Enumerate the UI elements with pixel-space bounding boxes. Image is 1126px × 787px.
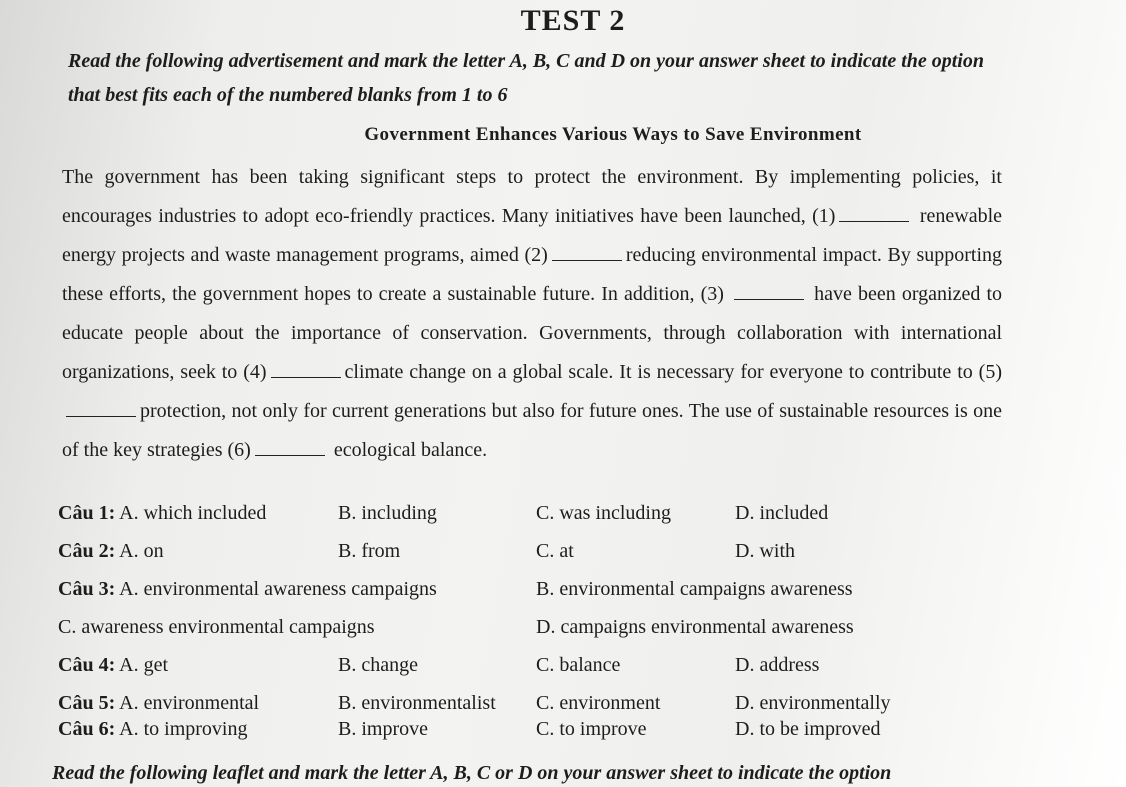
option-b: B. environmentalist [338, 692, 496, 714]
question-label: Câu 6: [58, 718, 116, 740]
passage-heading: Government Enhances Various Ways to Save Environment [364, 124, 862, 145]
option-a: A. on [119, 540, 164, 562]
blank-1 [839, 207, 909, 222]
blank-2 [552, 246, 622, 261]
option-a: A. which included [119, 502, 267, 524]
option-d: D. with [735, 540, 795, 562]
blank-6 [255, 441, 325, 456]
passage-text [62, 158, 1002, 470]
question-label: Câu 5: [58, 692, 116, 714]
question-label: Câu 1: [58, 502, 116, 524]
question-label: Câu 4: [58, 654, 116, 676]
passage-segment: reducing environmental impact. By supporting these efforts, the government hopes to create a sustainable future. In addition, (3) [62, 244, 1003, 305]
option-d: D. to be improved [735, 718, 881, 740]
option-b: B. change [338, 654, 418, 676]
passage-segment: renewable energy projects and waste management programs, aimed (2) [62, 205, 1003, 266]
option-a: A. to improving [119, 718, 248, 740]
question-1 [58, 502, 1018, 540]
option-d: D. campaigns environmental awareness [536, 616, 854, 638]
option-b: B. environmental campaigns awareness [536, 578, 853, 600]
passage-segment: climate change on a global scale. It is necessary for everyone to contribute to (5) [344, 361, 1003, 383]
passage-segment: have been organized to educate people about the importance of conservation. Governments, through collaboration with international organizations, seek to (4) [62, 283, 1003, 383]
option-d: D. address [735, 654, 820, 676]
passage-segment: protection, not only for current generations but also for future ones. The use of sustainable resources is one of the key strategies (6) [62, 400, 1002, 461]
blank-4 [271, 363, 341, 378]
option-a: A. environmental awareness campaigns [119, 578, 437, 600]
option-c: C. at [536, 540, 574, 562]
test-title: TEST 2 [520, 4, 626, 37]
option-b: B. from [338, 540, 401, 562]
question-list [58, 502, 1018, 756]
passage-segment: The government has been taking significant steps to protect the environment. By implementing policies, it encourages industries to adopt eco-friendly practices. Many initiatives have been launched, (1) [62, 166, 1002, 227]
option-c: C. was including [536, 502, 671, 524]
question-6 [58, 718, 1018, 756]
option-c: C. awareness environmental campaigns [58, 616, 375, 638]
option-c: C. balance [536, 654, 621, 676]
question-3-continued [58, 616, 1018, 654]
next-section-instruction: Read the following leaflet and mark the letter A, B, C or D on your answer sheet to indicate the option [52, 762, 892, 784]
option-a: A. get [119, 654, 169, 676]
option-c: C. environment [536, 692, 661, 714]
instruction-text: Read the following advertisement and mark the letter A, B, C and D on your answer sheet to indicate the option that best fits each of the numbered blanks from 1 to 6 [68, 50, 984, 106]
passage-segment: ecological balance. [333, 439, 488, 461]
question-2 [58, 540, 1018, 578]
option-b: B. improve [338, 718, 428, 740]
question-label: Câu 3: [58, 578, 116, 600]
blank-5 [66, 402, 136, 417]
blank-3 [734, 285, 804, 300]
question-label: Câu 2: [58, 540, 116, 562]
question-4 [58, 654, 1018, 692]
option-c: C. to improve [536, 718, 647, 740]
option-d: D. environmentally [735, 692, 891, 714]
option-d: D. included [735, 502, 829, 524]
question-5 [58, 692, 1018, 718]
option-a: A. environmental [119, 692, 260, 714]
option-b: B. including [338, 502, 437, 524]
question-3 [58, 578, 1018, 616]
